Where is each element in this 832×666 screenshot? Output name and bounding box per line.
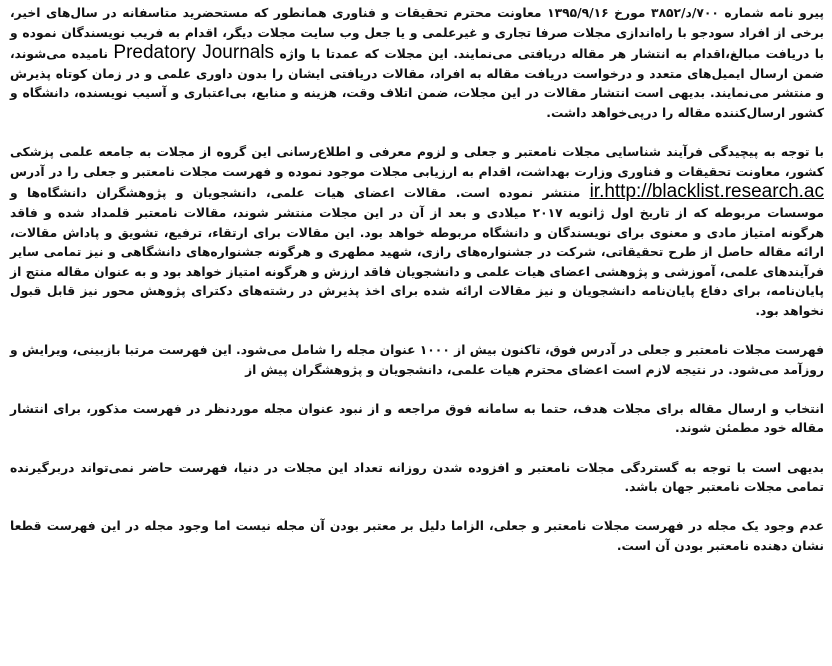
paragraph-2-text-a: با توجه به پیچیدگی فرآیند شناسایی مجلات نامعتبر و جعلی و لزوم معرفی و اطلاع‌رسانی این گروه از مجلات به جامعه علمی پزشکی کشور، معاونت تحقیقات و فناوری وزارت بهداشت، اقدام به ارزیابی مجلات موجود نموده و فهرست مجلات نامعتبر و جعلی را در آدرس xyxy=(10,145,824,179)
paragraph-list-size: فهرست مجلات نامعتبر و جعلی در آدرس فوق، تاکنون بیش از ۱۰۰۰ عنوان مجله را شامل می‌شود. این فهرست مرتبا بازبینی، ویرایش و روزآمد می‌شود. در نتیجه لازم است اعضای محترم هیات علمی، دانشجویان و پژوهشگران پیش از xyxy=(10,343,824,377)
paragraph-list-not-exhaustive: بدیهی است با توجه به گستردگی مجلات نامعتبر و افزوده شدن روزانه تعداد این مجلات در دنیا، فهرست حاضر نمی‌تواند دربرگیرنده تمامی مجلات نامعتبر جهان باشد. xyxy=(10,460,824,495)
paragraph-absence-not-validity: عدم وجود یک مجله در فهرست مجلات نامعتبر و جعلی، الزاما دلیل بر معتبر بودن آن مجله نیست اما وجود مجله در این فهرست قطعا نشان دهنده نامعتبر بودن آن است. xyxy=(10,519,824,554)
paragraph-blacklist xyxy=(10,143,824,321)
paragraph-1-text-a: پیرو نامه شماره ۷۰۰/د/۳۸۵۲ مورخ ۱۳۹۵/۹/۱۶ معاونت محترم تحقیقات و فناوری همانطور که مستحضرید متاسفانه در سال‌های اخیر، برخی از افراد سودجو با راه‌اندازی مجلات صرفا تجاری و غیرعلمی و یا جعل وب سایت مجلات دیگر، اقدام به فریب نویسندگان نموده و با دریافت مبالغ،اقدام به انتشار هر مقاله دریافتی می‌نمایند. این مجلات که عمدتا با واژه xyxy=(10,6,825,62)
paragraph-2-text-b: منتشر نموده است. مقالات اعضای هیات علمی، دانشجویان و پژوهشگران دانشگاه‌ها و موسسات مربوطه که از تاریخ اول ژانویه ۲۰۱۷ میلادی و بعد از آن در این مجلات منتشر شوند، مقالات نامعتبر قلمداد شده و فاقد هرگونه امتیاز مادی و معنوی برای نویسندگان و دانشگاه مربوطه خواهد بود. این مقالات برای ارتقاء، ترفیع، تشویق و پاداش مقالات، ارائه مقاله حاصل از طرح تحقیقاتی، شرکت در جشنواره‌های رازی، شهید مطهری و هرگونه جشنواره‌های دانشگاهی و نیز تمامی سایر فرآیندهای علمی، آموزشی و پژوهشی اعضای هیات علمی و دانشجویان فاقد ارزش و هرگونه امتیاز خواهد بود و به عنوان مقاله منتج از پایان‌نامه، برای دفاع پایان‌نامه دانشجویان و نیز مقالات ارائه شده برای اخذ پذیرش در رشته‌های دکترای پژوهش محور نیز قابل قبول نخواهد بود. xyxy=(10,186,825,318)
paragraph-check-before-submit: انتخاب و ارسال مقاله برای مجلات هدف، حتما به سامانه فوق مراجعه و از نبود عنوان مجله موردنظر در فهرست مذکور، برای انتشار مقاله خود مطمئن شوند. xyxy=(10,401,824,436)
paragraph-predatory-journals xyxy=(10,4,824,124)
letter-body xyxy=(10,4,824,576)
predatory-journals-term: Predatory Journals xyxy=(113,42,275,64)
paragraph-1-text-b: نامیده می‌شوند، ضمن ارسال ایمیل‌های متعدد و درخواست دریافت مقاله به افراد، مقالات دریافتی ایشان را بدون داوری علمی و در زمان کوتاه پذیرش و منتشر می‌نمایند. بدیهی است انتشار مقالات در این مجلات، ضمن اتلاف وقت، هزینه و منابع، بی‌اعتباری و آسیب نویسنده، دانشگاه و کشور ارسال‌کننده مقاله را درپی‌خواهد داشت. xyxy=(10,47,824,120)
blacklist-link[interactable]: ir.http://blacklist.research.ac xyxy=(589,181,824,203)
